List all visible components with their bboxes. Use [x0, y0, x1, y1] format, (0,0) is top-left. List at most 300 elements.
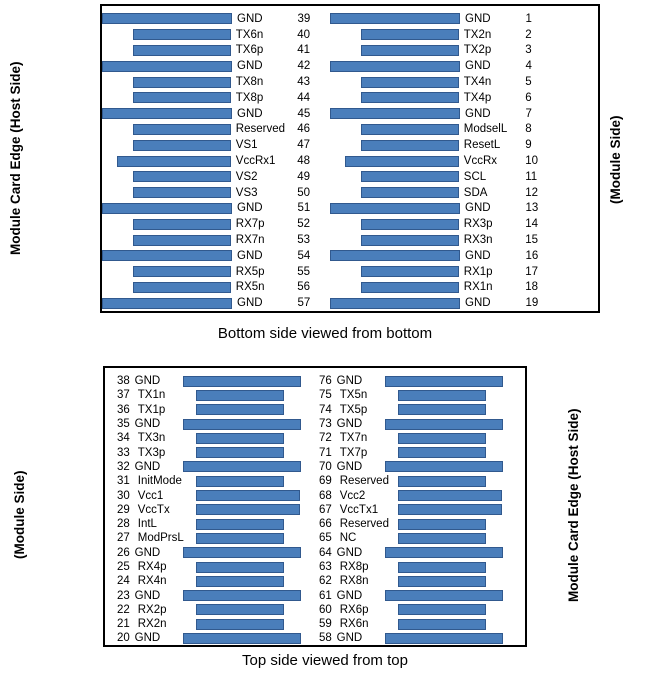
pin-number-label: 2: [525, 28, 532, 41]
pin-number-label: 40: [297, 28, 310, 41]
pin-signal-label: TX1n: [137, 389, 166, 402]
pin-row: [313, 445, 503, 459]
pin-bar-wrap: [102, 29, 231, 40]
pin-bar: [385, 590, 503, 601]
pin-number-label: 69: [319, 475, 332, 488]
pin-bar: [133, 235, 231, 246]
pin-bar: [330, 203, 460, 214]
pin-number-label: 17: [525, 265, 538, 278]
pin-row: [313, 631, 503, 645]
pin-bar: [385, 376, 503, 387]
pin-signal-label: GND: [465, 12, 491, 25]
pin-signal-label: RX4n: [137, 575, 167, 588]
pin-number-label: 72: [319, 432, 332, 445]
pin-row: [313, 403, 503, 417]
pin-bar: [361, 29, 459, 40]
pin-signal-label: GND: [336, 589, 363, 602]
pin-bar-wrap: [330, 171, 459, 182]
pin-bar: [361, 235, 459, 246]
pin-number-label: 59: [319, 618, 332, 631]
pin-bar-wrap: [102, 61, 232, 72]
pin-signal-label: VS3: [235, 186, 258, 199]
pin-signal-label: VccRx1: [235, 155, 276, 168]
pin-signal-label: RX6p: [339, 603, 369, 616]
pin-bar-wrap: [330, 29, 459, 40]
pin-bar-wrap: [102, 250, 232, 261]
pin-bar: [196, 533, 284, 544]
pin-bar-wrap: [196, 433, 301, 444]
pin-number-label: 22: [117, 603, 130, 616]
pin-bar-wrap: [102, 298, 232, 309]
pin-bar-wrap: [196, 604, 301, 615]
pin-bar-wrap: [385, 419, 503, 430]
pin-bar: [183, 376, 301, 387]
pin-number-label: 43: [297, 76, 310, 89]
pin-row: [313, 588, 503, 602]
pin-row: [102, 106, 317, 122]
pin-row: [111, 445, 301, 459]
pin-bar: [117, 156, 231, 167]
pin-bar: [398, 604, 486, 615]
pin-number-label: 14: [525, 218, 538, 231]
pin-signal-label: ModPrsL: [137, 532, 184, 545]
pin-number-label: 28: [117, 518, 130, 531]
pin-signal-label: RX5p: [235, 265, 265, 278]
pin-row: [102, 280, 317, 296]
pin-bar-wrap: [398, 490, 503, 501]
pin-bar: [398, 447, 486, 458]
pin-number-label: 24: [117, 575, 130, 588]
pin-bar-wrap: [330, 124, 459, 135]
pin-bar: [102, 203, 232, 214]
pin-bar: [398, 390, 486, 401]
pin-number-label: 16: [525, 249, 539, 262]
pin-bar-wrap: [196, 519, 301, 530]
pin-signal-label: TX1p: [137, 403, 166, 416]
pin-bar: [102, 13, 232, 24]
pin-row: [330, 137, 545, 153]
pin-bar-wrap: [330, 61, 460, 72]
pin-signal-label: Reserved: [339, 475, 389, 488]
pin-number-label: 31: [117, 475, 130, 488]
pin-number-label: 70: [319, 460, 332, 473]
pin-signal-label: TX3p: [137, 446, 166, 459]
pin-row: [330, 11, 545, 27]
pin-bar-wrap: [102, 187, 231, 198]
pin-signal-label: TX6n: [235, 28, 264, 41]
pin-bar-wrap: [330, 140, 459, 151]
pin-row: [102, 264, 317, 280]
pin-row: [313, 488, 503, 502]
pin-bar-wrap: [398, 433, 503, 444]
pin-signal-label: RX2n: [137, 618, 167, 631]
pin-bar-wrap: [183, 419, 301, 430]
pin-row: [313, 603, 503, 617]
pin-bar-wrap: [398, 619, 503, 630]
pin-number-label: 45: [297, 107, 311, 120]
pin-number-label: 46: [297, 123, 310, 136]
pin-signal-label: VS1: [235, 139, 258, 152]
pin-bar: [133, 45, 231, 56]
pin-number-label: 1: [525, 12, 532, 25]
pin-bar: [133, 124, 231, 135]
pin-number-label: 32: [117, 460, 130, 473]
pin-bar: [133, 171, 231, 182]
pin-row: [102, 11, 317, 27]
pin-bar-wrap: [330, 203, 460, 214]
pin-row: [111, 617, 301, 631]
pin-bar-wrap: [330, 219, 459, 230]
pin-bar: [330, 13, 460, 24]
pin-signal-label: TX8p: [235, 91, 264, 104]
pin-row: [330, 248, 545, 264]
pin-bar-wrap: [330, 250, 460, 261]
pin-row: [102, 185, 317, 201]
pin-signal-label: RX3p: [463, 218, 493, 231]
pin-row: [111, 431, 301, 445]
pin-signal-label: VccTx: [137, 503, 170, 516]
pin-number-label: 49: [297, 170, 310, 183]
bottom-side-left-pin-column: [102, 11, 317, 311]
pin-signal-label: RX2p: [137, 603, 167, 616]
pin-bar-wrap: [183, 633, 301, 644]
pin-number-label: 64: [319, 546, 332, 559]
pin-signal-label: GND: [237, 202, 263, 215]
pin-number-label: 47: [297, 139, 310, 152]
pin-bar: [196, 519, 284, 530]
pin-number-label: 35: [117, 418, 130, 431]
pin-bar: [330, 250, 460, 261]
pin-bar: [361, 124, 459, 135]
pin-row: [330, 90, 545, 106]
top-side-left-pin-column: [111, 374, 301, 646]
pin-row: [313, 574, 503, 588]
pin-number-label: 23: [117, 589, 130, 602]
pin-number-label: 26: [117, 546, 130, 559]
pin-signal-label: GND: [134, 418, 161, 431]
pin-number-label: 25: [117, 561, 130, 573]
pin-bar-wrap: [196, 533, 301, 544]
pin-row: [102, 216, 317, 232]
pin-bar: [398, 576, 486, 587]
pin-row: [330, 264, 545, 280]
pin-number-label: 60: [319, 603, 332, 616]
pin-row: [330, 169, 545, 185]
pin-bar: [398, 490, 502, 501]
pin-bar-wrap: [385, 376, 503, 387]
pin-row: [330, 122, 545, 138]
pin-bar: [133, 92, 231, 103]
pin-row: [111, 546, 301, 560]
pin-signal-label: GND: [134, 589, 161, 602]
pin-number-label: 7: [525, 107, 532, 120]
pin-signal-label: RX5n: [235, 281, 265, 294]
pin-bar: [183, 590, 301, 601]
pin-bar-wrap: [385, 547, 503, 558]
pin-bar: [361, 171, 459, 182]
pin-row: [313, 531, 503, 545]
pin-bar: [385, 633, 503, 644]
pin-bar: [183, 633, 301, 644]
pin-number-label: 6: [525, 91, 532, 104]
pin-bar: [133, 266, 231, 277]
pin-bar-wrap: [102, 282, 231, 293]
pin-number-label: 29: [117, 503, 130, 516]
pin-bar: [196, 604, 284, 615]
pin-signal-label: VccTx1: [339, 503, 379, 516]
pin-bar-wrap: [102, 219, 231, 230]
pin-row: [111, 488, 301, 502]
pin-number-label: 18: [525, 281, 538, 294]
pin-row: [330, 27, 545, 43]
pin-row: [313, 388, 503, 402]
pin-bar: [361, 266, 459, 277]
pin-number-label: 41: [297, 44, 310, 57]
pin-bar: [361, 140, 459, 151]
pin-bar-wrap: [102, 108, 232, 119]
pin-bar: [133, 187, 231, 198]
pin-row: [111, 388, 301, 402]
pin-signal-label: Vcc1: [137, 489, 164, 502]
pin-signal-label: TX5p: [339, 403, 368, 416]
caption-top-side: Top side viewed from top: [242, 652, 408, 669]
pin-number-label: 10: [525, 155, 538, 168]
pin-bar: [330, 298, 460, 309]
pin-signal-label: GND: [465, 202, 491, 215]
pin-row: [330, 153, 545, 169]
pin-bar-wrap: [398, 476, 503, 487]
pin-bar-wrap: [102, 124, 231, 135]
pin-bar-wrap: [330, 235, 459, 246]
pin-row: [330, 216, 545, 232]
pin-number-label: 21: [117, 618, 130, 631]
pin-row: [102, 153, 317, 169]
pin-bar: [133, 282, 231, 293]
pin-signal-label: GND: [237, 297, 263, 310]
pin-bar-wrap: [102, 45, 231, 56]
pin-number-label: 67: [319, 503, 332, 516]
pin-bar: [102, 298, 232, 309]
pin-number-label: 65: [319, 532, 332, 545]
pin-bar-wrap: [102, 171, 231, 182]
pin-bar: [385, 461, 503, 472]
pin-row: [330, 295, 545, 311]
pin-signal-label: GND: [237, 60, 263, 73]
pin-row: [313, 417, 503, 431]
pin-number-label: 9: [525, 139, 532, 152]
pin-bar: [361, 45, 459, 56]
pin-number-label: 73: [319, 418, 332, 431]
pin-row: [102, 248, 317, 264]
label-module-side-left: (Module Side): [12, 470, 27, 560]
pin-signal-label: TX4p: [463, 91, 492, 104]
pin-number-label: 54: [297, 249, 311, 262]
pin-signal-label: GND: [237, 249, 263, 262]
pin-bar-wrap: [398, 604, 503, 615]
pin-bar-wrap: [330, 77, 459, 88]
bottom-side-pinout-panel: [100, 4, 600, 313]
pin-number-label: 33: [117, 446, 130, 459]
pin-signal-label: GND: [336, 375, 363, 388]
top-side-pinout-panel: [103, 366, 527, 647]
pin-signal-label: TX8n: [235, 76, 264, 89]
pin-bar-wrap: [196, 619, 301, 630]
pin-bar-wrap: [398, 447, 503, 458]
pin-row: [330, 106, 545, 122]
pin-bar: [361, 219, 459, 230]
pin-number-label: 71: [319, 446, 332, 459]
pin-bar-wrap: [196, 576, 301, 587]
pin-bar: [196, 447, 284, 458]
pin-signal-label: SCL: [463, 170, 487, 183]
pin-signal-label: GND: [465, 107, 491, 120]
pin-bar: [133, 77, 231, 88]
pin-signal-label: TX2p: [463, 44, 492, 57]
pin-signal-label: GND: [237, 107, 263, 120]
pin-bar: [196, 562, 284, 573]
pin-row: [330, 185, 545, 201]
pin-bar-wrap: [398, 533, 503, 544]
pin-bar: [385, 419, 503, 430]
pin-signal-label: RX7n: [235, 234, 265, 247]
pin-row: [111, 603, 301, 617]
pin-signal-label: GND: [134, 460, 161, 473]
pin-number-label: 52: [297, 218, 310, 231]
pin-bar: [398, 476, 486, 487]
pin-signal-label: InitMode: [137, 475, 182, 488]
pin-row: [111, 588, 301, 602]
pin-bar: [196, 504, 300, 515]
pin-signal-label: TX6p: [235, 44, 264, 57]
pin-row: [102, 58, 317, 74]
pin-number-label: 76: [319, 375, 332, 388]
pin-number-label: 19: [525, 297, 539, 310]
label-module-side-right: (Module Side): [608, 115, 623, 205]
pin-signal-label: RX8p: [339, 561, 369, 573]
pin-row: [111, 631, 301, 645]
pin-signal-label: RX1p: [463, 265, 493, 278]
pin-signal-label: Vcc2: [339, 489, 366, 502]
pin-bar-wrap: [196, 404, 301, 415]
pin-bar: [183, 419, 301, 430]
pin-bar: [133, 219, 231, 230]
pin-bar: [183, 461, 301, 472]
pin-bar: [398, 562, 486, 573]
pin-row: [330, 280, 545, 296]
pin-bar-wrap: [385, 461, 503, 472]
pin-signal-label: IntL: [137, 518, 157, 531]
pin-row: [111, 574, 301, 588]
pin-bar: [196, 619, 284, 630]
pin-row: [313, 460, 503, 474]
pin-signal-label: TX4n: [463, 76, 492, 89]
pin-signal-label: TX3n: [137, 432, 166, 445]
pin-number-label: 30: [117, 489, 130, 502]
pin-bar: [361, 77, 459, 88]
pin-bar: [102, 108, 232, 119]
pin-number-label: 13: [525, 202, 539, 215]
bottom-side-right-pin-column: [330, 11, 545, 311]
pin-bar-wrap: [183, 461, 301, 472]
pin-bar: [361, 187, 459, 198]
pin-row: [313, 503, 503, 517]
pin-signal-label: RX7p: [235, 218, 265, 231]
pin-bar-wrap: [398, 576, 503, 587]
pin-bar: [196, 390, 284, 401]
pin-signal-label: TX2n: [463, 28, 492, 41]
pin-bar: [183, 547, 301, 558]
pin-bar-wrap: [183, 547, 301, 558]
pin-bar-wrap: [398, 562, 503, 573]
pin-signal-label: GND: [465, 60, 491, 73]
pin-bar: [398, 533, 486, 544]
pin-bar: [330, 108, 460, 119]
pin-bar: [133, 140, 231, 151]
pin-signal-label: GND: [336, 418, 363, 431]
pin-number-label: 58: [319, 632, 332, 645]
pin-bar-wrap: [330, 156, 459, 167]
pin-number-label: 53: [297, 234, 310, 247]
pin-row: [111, 403, 301, 417]
pin-row: [102, 122, 317, 138]
pin-bar-wrap: [330, 13, 460, 24]
pin-row: [313, 517, 503, 531]
pin-number-label: 20: [117, 632, 130, 645]
pin-signal-label: TX7p: [339, 446, 368, 459]
caption-bottom-side: Bottom side viewed from bottom: [217, 325, 433, 342]
pin-row: [111, 417, 301, 431]
pin-bar-wrap: [102, 77, 231, 88]
pin-number-label: 3: [525, 44, 532, 57]
pin-number-label: 15: [525, 234, 538, 247]
pin-bar-wrap: [102, 92, 231, 103]
pin-bar-wrap: [196, 390, 301, 401]
pin-signal-label: SDA: [463, 186, 488, 199]
pin-number-label: 34: [117, 432, 130, 445]
pin-bar-wrap: [398, 504, 503, 515]
pin-bar-wrap: [196, 504, 301, 515]
pin-signal-label: TX5n: [339, 389, 368, 402]
pin-number-label: 68: [319, 489, 332, 502]
pin-bar-wrap: [398, 519, 503, 530]
pin-row: [313, 431, 503, 445]
pin-signal-label: VS2: [235, 170, 258, 183]
pin-number-label: 42: [297, 60, 311, 73]
pin-bar-wrap: [330, 92, 459, 103]
pin-bar: [361, 92, 459, 103]
pin-bar-wrap: [102, 13, 232, 24]
pin-bar: [133, 29, 231, 40]
pin-signal-label: Reserved: [339, 518, 389, 531]
pin-number-label: 36: [117, 403, 130, 416]
pin-number-label: 66: [319, 518, 332, 531]
pin-signal-label: GND: [237, 12, 263, 25]
pin-bar-wrap: [385, 633, 503, 644]
pin-signal-label: Reserved: [235, 123, 285, 136]
pin-bar-wrap: [398, 404, 503, 415]
pin-number-label: 56: [297, 281, 310, 294]
pin-signal-label: RX1n: [463, 281, 493, 294]
pin-number-label: 27: [117, 532, 130, 545]
pin-bar: [196, 404, 284, 415]
pin-number-label: 44: [297, 91, 310, 104]
pin-signal-label: VccRx: [463, 155, 498, 168]
pin-bar-wrap: [196, 490, 301, 501]
pin-number-label: 8: [525, 123, 532, 136]
pin-bar-wrap: [196, 476, 301, 487]
pin-signal-label: GND: [134, 546, 161, 559]
pin-row: [111, 460, 301, 474]
